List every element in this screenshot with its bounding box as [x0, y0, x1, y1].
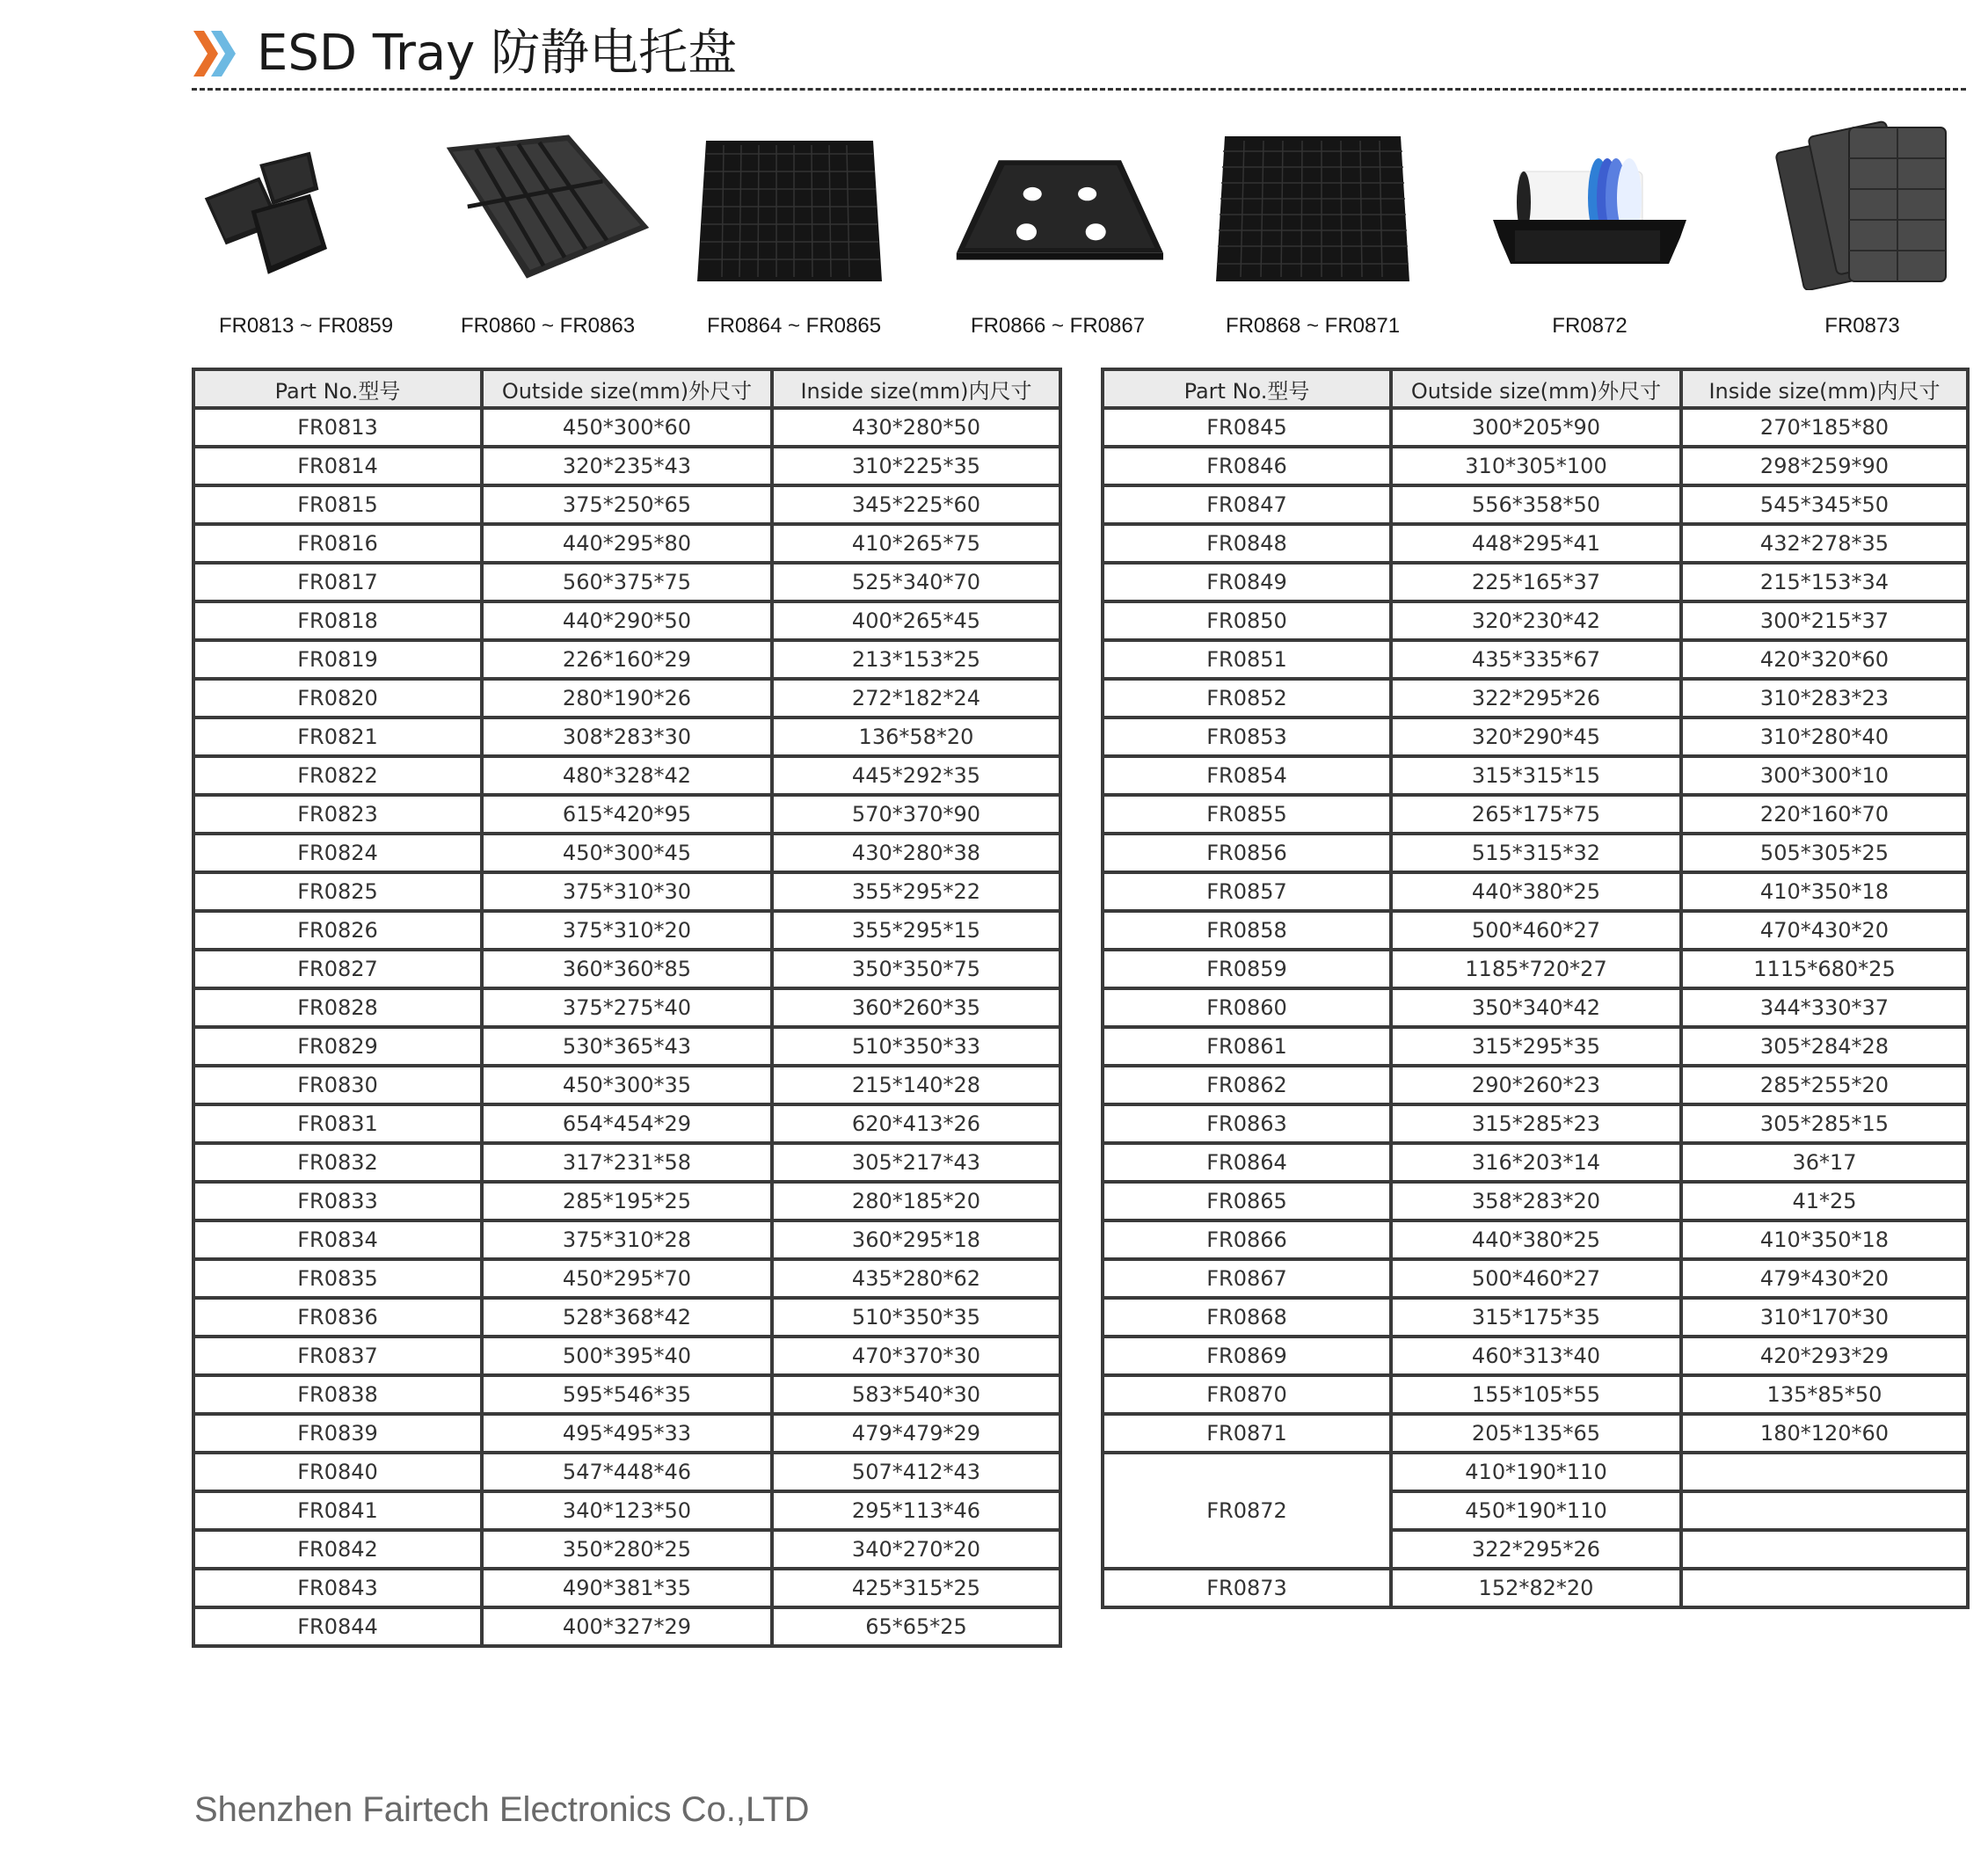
part-number-cell: FR0837 — [193, 1337, 482, 1375]
outside-size-cell: 310*305*100 — [1391, 447, 1681, 485]
table-row — [193, 1220, 1060, 1259]
table-row — [193, 911, 1060, 950]
part-number-cell: FR0839 — [193, 1414, 482, 1453]
page-header — [192, 19, 737, 88]
table-row — [193, 1143, 1060, 1182]
inside-size-cell — [1681, 1491, 1968, 1530]
title-divider — [192, 88, 1966, 91]
inside-size-cell: 505*305*25 — [1681, 834, 1968, 872]
table-row — [1103, 911, 1968, 950]
inside-size-cell: 620*413*26 — [772, 1104, 1060, 1143]
table-row — [193, 1298, 1060, 1337]
table-row — [193, 640, 1060, 679]
inside-size-cell: 305*284*28 — [1681, 1027, 1968, 1066]
inside-size-cell: 420*293*29 — [1681, 1337, 1968, 1375]
part-number-cell: FR0855 — [1103, 795, 1391, 834]
inside-size-cell: 583*540*30 — [772, 1375, 1060, 1414]
outside-size-cell: 435*335*67 — [1391, 640, 1681, 679]
part-number-cell: FR0847 — [1103, 485, 1391, 524]
outside-size-cell: 500*395*40 — [482, 1337, 772, 1375]
outside-size-cell: 316*203*14 — [1391, 1143, 1681, 1182]
spec-table-right — [1101, 368, 1970, 1609]
table-row — [1103, 1182, 1968, 1220]
inside-size-cell: 570*370*90 — [772, 795, 1060, 834]
product-caption: FR0868 ~ FR0871 — [1225, 314, 1401, 338]
outside-size-cell: 375*310*28 — [482, 1220, 772, 1259]
table-row — [1103, 950, 1968, 988]
inside-size-cell: 360*295*18 — [772, 1220, 1060, 1259]
part-number-cell: FR0841 — [193, 1491, 482, 1530]
outside-size-cell: 375*310*30 — [482, 872, 772, 911]
inside-size-cell: 470*370*30 — [772, 1337, 1060, 1375]
table-row — [193, 1607, 1060, 1646]
table-row — [1103, 447, 1968, 485]
part-number-cell: FR0823 — [193, 795, 482, 834]
product-caption: FR0872 — [1552, 314, 1628, 338]
inside-size-cell: 300*215*37 — [1681, 601, 1968, 640]
inside-size-cell: 180*120*60 — [1681, 1414, 1968, 1453]
outside-size-cell: 375*250*65 — [482, 485, 772, 524]
inside-size-cell: 215*153*34 — [1681, 563, 1968, 601]
outside-size-cell: 440*290*50 — [482, 601, 772, 640]
outside-size-cell: 290*260*23 — [1391, 1066, 1681, 1104]
outside-size-cell: 547*448*46 — [482, 1453, 772, 1491]
part-number-cell: FR0819 — [193, 640, 482, 679]
outside-size-cell: 360*360*85 — [482, 950, 772, 988]
inside-size-cell: 510*350*35 — [772, 1298, 1060, 1337]
inside-size-cell: 272*182*24 — [772, 679, 1060, 718]
outside-size-cell: 440*380*25 — [1391, 872, 1681, 911]
outside-size-cell: 320*290*45 — [1391, 718, 1681, 756]
part-number-cell: FR0866 — [1103, 1220, 1391, 1259]
inside-size-cell: 410*350*18 — [1681, 872, 1968, 911]
part-number-cell: FR0813 — [193, 408, 482, 447]
outside-size-cell: 450*190*110 — [1391, 1491, 1681, 1530]
table-row — [193, 872, 1060, 911]
outside-size-cell: 322*295*26 — [1391, 1530, 1681, 1569]
table-row — [193, 795, 1060, 834]
inside-size-cell: 479*479*29 — [772, 1414, 1060, 1453]
part-number-cell: FR0851 — [1103, 640, 1391, 679]
inside-size-cell: 36*17 — [1681, 1143, 1968, 1182]
inside-size-cell: 525*340*70 — [772, 563, 1060, 601]
product-gallery — [192, 110, 1977, 356]
inside-size-cell: 545*345*50 — [1681, 485, 1968, 524]
double-chevron-right-icon — [192, 29, 241, 78]
inside-size-cell: 340*270*20 — [772, 1530, 1060, 1569]
outside-size-cell: 450*300*60 — [482, 408, 772, 447]
outside-size-cell: 152*82*20 — [1391, 1569, 1681, 1607]
product-card — [943, 110, 1172, 356]
outside-size-cell: 317*231*58 — [482, 1143, 772, 1182]
table-row — [193, 1491, 1060, 1530]
column-header-inside-size: Inside size(mm)内尺寸 — [772, 369, 1060, 408]
outside-size-cell: 448*295*41 — [1391, 524, 1681, 563]
table-row — [193, 1182, 1060, 1220]
inside-size-cell: 310*170*30 — [1681, 1298, 1968, 1337]
inside-size-cell: 270*185*80 — [1681, 408, 1968, 447]
table-header-row — [1103, 369, 1968, 408]
part-number-cell: FR0843 — [193, 1569, 482, 1607]
table-row — [1103, 563, 1968, 601]
outside-size-cell: 450*295*70 — [482, 1259, 772, 1298]
inside-size-cell: 470*430*20 — [1681, 911, 1968, 950]
table-row — [1103, 718, 1968, 756]
inside-size-cell: 136*58*20 — [772, 718, 1060, 756]
outside-size-cell: 315*175*35 — [1391, 1298, 1681, 1337]
table-row — [1103, 988, 1968, 1027]
inside-size-cell: 345*225*60 — [772, 485, 1060, 524]
table-row — [1103, 408, 1968, 447]
table-row — [1103, 1414, 1968, 1453]
table-row — [193, 408, 1060, 447]
inside-size-cell — [1681, 1569, 1968, 1607]
outside-size-cell: 595*546*35 — [482, 1375, 772, 1414]
product-caption: FR0864 ~ FR0865 — [706, 314, 882, 338]
part-number-cell: FR0821 — [193, 718, 482, 756]
table-row — [193, 1569, 1060, 1607]
stacked-cell-trays-image — [1757, 110, 1968, 295]
inside-size-cell: 298*259*90 — [1681, 447, 1968, 485]
part-number-cell: FR0825 — [193, 872, 482, 911]
outside-size-cell: 450*300*45 — [482, 834, 772, 872]
product-card — [1484, 110, 1695, 356]
table-row — [193, 756, 1060, 795]
part-number-cell: FR0865 — [1103, 1182, 1391, 1220]
inside-size-cell: 285*255*20 — [1681, 1066, 1968, 1104]
grid-slot-tray-image — [688, 119, 899, 295]
outside-size-cell: 320*230*42 — [1391, 601, 1681, 640]
table-row — [193, 1066, 1060, 1104]
inside-size-cell: 432*278*35 — [1681, 524, 1968, 563]
outside-size-cell: 490*381*35 — [482, 1569, 772, 1607]
company-footer: Shenzhen Fairtech Electronics Co.,LTD — [194, 1790, 810, 1829]
inside-size-cell: 295*113*46 — [772, 1491, 1060, 1530]
outside-size-cell: 205*135*65 — [1391, 1414, 1681, 1453]
table-row — [193, 601, 1060, 640]
inside-size-cell: 435*280*62 — [772, 1259, 1060, 1298]
part-number-cell: FR0873 — [1103, 1569, 1391, 1607]
grid-slot-tray-large-image — [1207, 119, 1418, 295]
inside-size-cell: 355*295*22 — [772, 872, 1060, 911]
inside-size-cell: 300*300*10 — [1681, 756, 1968, 795]
table-row — [1103, 1453, 1968, 1491]
outside-size-cell: 615*420*95 — [482, 795, 772, 834]
outside-size-cell: 358*283*20 — [1391, 1182, 1681, 1220]
table-row — [193, 485, 1060, 524]
table-row — [1103, 1259, 1968, 1298]
inside-size-cell: 305*217*43 — [772, 1143, 1060, 1182]
inside-size-cell: 510*350*33 — [772, 1027, 1060, 1066]
outside-size-cell: 500*460*27 — [1391, 1259, 1681, 1298]
table-row — [193, 524, 1060, 563]
table-row — [1103, 1569, 1968, 1607]
table-row — [193, 834, 1060, 872]
table-row — [193, 1104, 1060, 1143]
table-row — [193, 447, 1060, 485]
table-row — [1103, 795, 1968, 834]
table-row — [193, 1259, 1060, 1298]
spec-table-left — [192, 368, 1062, 1648]
table-row — [193, 679, 1060, 718]
outside-size-cell: 280*190*26 — [482, 679, 772, 718]
table-row — [1103, 601, 1968, 640]
table-row — [193, 950, 1060, 988]
outside-size-cell: 322*295*26 — [1391, 679, 1681, 718]
column-header-outside-size: Outside size(mm)外尺寸 — [1391, 369, 1681, 408]
part-number-cell: FR0860 — [1103, 988, 1391, 1027]
column-header-part-no: Part No.型号 — [193, 369, 482, 408]
table-row — [1103, 524, 1968, 563]
divided-compartment-tray-image — [442, 119, 653, 295]
part-number-cell: FR0836 — [193, 1298, 482, 1337]
inside-size-cell: 410*350*18 — [1681, 1220, 1968, 1259]
table-row — [193, 1414, 1060, 1453]
product-card — [1757, 110, 1968, 356]
part-number-cell: FR0869 — [1103, 1337, 1391, 1375]
outside-size-cell: 556*358*50 — [1391, 485, 1681, 524]
outside-size-cell: 226*160*29 — [482, 640, 772, 679]
outside-size-cell: 375*310*20 — [482, 911, 772, 950]
outside-size-cell: 450*300*35 — [482, 1066, 772, 1104]
table-header-row — [193, 369, 1060, 408]
table-row — [193, 1375, 1060, 1414]
outside-size-cell: 350*280*25 — [482, 1530, 772, 1569]
outside-size-cell: 300*205*90 — [1391, 408, 1681, 447]
wafer-reel-rack-image — [1484, 119, 1695, 295]
inside-size-cell: 65*65*25 — [772, 1607, 1060, 1646]
part-number-cell: FR0846 — [1103, 447, 1391, 485]
table-row — [193, 988, 1060, 1027]
part-number-cell: FR0854 — [1103, 756, 1391, 795]
inside-size-cell: 213*153*25 — [772, 640, 1060, 679]
inside-size-cell: 410*265*75 — [772, 524, 1060, 563]
table-row — [1103, 679, 1968, 718]
table-row — [1103, 1104, 1968, 1143]
table-row — [1103, 485, 1968, 524]
outside-size-cell: 400*327*29 — [482, 1607, 772, 1646]
column-header-part-no: Part No.型号 — [1103, 369, 1391, 408]
product-caption: FR0860 ~ FR0863 — [460, 314, 636, 338]
inside-size-cell: 400*265*45 — [772, 601, 1060, 640]
product-card — [1198, 110, 1427, 356]
outside-size-cell: 375*275*40 — [482, 988, 772, 1027]
part-number-cell: FR0830 — [193, 1066, 482, 1104]
part-number-cell: FR0835 — [193, 1259, 482, 1298]
part-number-cell: FR0861 — [1103, 1027, 1391, 1066]
part-number-cell: FR0832 — [193, 1143, 482, 1182]
part-number-cell: FR0822 — [193, 756, 482, 795]
inside-size-cell: 220*160*70 — [1681, 795, 1968, 834]
outside-size-cell: 560*375*75 — [482, 563, 772, 601]
product-caption: FR0873 — [1824, 314, 1900, 338]
outside-size-cell: 285*195*25 — [482, 1182, 772, 1220]
part-number-cell: FR0840 — [193, 1453, 482, 1491]
part-number-cell: FR0856 — [1103, 834, 1391, 872]
table-row — [193, 1337, 1060, 1375]
part-number-cell: FR0834 — [193, 1220, 482, 1259]
outside-size-cell: 440*380*25 — [1391, 1220, 1681, 1259]
part-number-cell: FR0845 — [1103, 408, 1391, 447]
inside-size-cell: 310*280*40 — [1681, 718, 1968, 756]
part-number-cell: FR0859 — [1103, 950, 1391, 988]
part-number-cell: FR0867 — [1103, 1259, 1391, 1298]
table-row — [193, 718, 1060, 756]
table-row — [1103, 1337, 1968, 1375]
part-number-cell: FR0848 — [1103, 524, 1391, 563]
inside-size-cell: 280*185*20 — [772, 1182, 1060, 1220]
part-number-cell: FR0864 — [1103, 1143, 1391, 1182]
product-caption: FR0866 ~ FR0867 — [970, 314, 1146, 338]
table-row — [1103, 1298, 1968, 1337]
table-row — [193, 1027, 1060, 1066]
outside-size-cell: 225*165*37 — [1391, 563, 1681, 601]
outside-size-cell: 654*454*29 — [482, 1104, 772, 1143]
inside-size-cell: 1115*680*25 — [1681, 950, 1968, 988]
part-number-cell: FR0870 — [1103, 1375, 1391, 1414]
inside-size-cell: 430*280*38 — [772, 834, 1060, 872]
table-row — [1103, 640, 1968, 679]
part-number-cell: FR0818 — [193, 601, 482, 640]
outside-size-cell: 480*328*42 — [482, 756, 772, 795]
part-number-cell: FR0831 — [193, 1104, 482, 1143]
outside-size-cell: 315*295*35 — [1391, 1027, 1681, 1066]
part-number-cell: FR0850 — [1103, 601, 1391, 640]
outside-size-cell: 340*123*50 — [482, 1491, 772, 1530]
part-number-cell: FR0828 — [193, 988, 482, 1027]
column-header-inside-size: Inside size(mm)内尺寸 — [1681, 369, 1968, 408]
product-card — [429, 110, 666, 356]
flat-tray-with-holes-image — [952, 119, 1163, 295]
part-number-cell: FR0842 — [193, 1530, 482, 1569]
inside-size-cell: 305*285*15 — [1681, 1104, 1968, 1143]
table-row — [1103, 756, 1968, 795]
table-row — [193, 1453, 1060, 1491]
inside-size-cell: 135*85*50 — [1681, 1375, 1968, 1414]
table-row — [193, 1530, 1060, 1569]
part-number-cell: FR0829 — [193, 1027, 482, 1066]
inside-size-cell: 310*283*23 — [1681, 679, 1968, 718]
outside-size-cell: 308*283*30 — [482, 718, 772, 756]
inside-size-cell: 507*412*43 — [772, 1453, 1060, 1491]
product-card — [187, 110, 425, 356]
column-header-outside-size: Outside size(mm)外尺寸 — [482, 369, 772, 408]
inside-size-cell: 479*430*20 — [1681, 1259, 1968, 1298]
part-number-cell: FR0824 — [193, 834, 482, 872]
outside-size-cell: 155*105*55 — [1391, 1375, 1681, 1414]
table-row — [1103, 1066, 1968, 1104]
part-number-cell: FR0849 — [1103, 563, 1391, 601]
inside-size-cell: 425*315*25 — [772, 1569, 1060, 1607]
part-number-cell: FR0844 — [193, 1607, 482, 1646]
inside-size-cell: 430*280*50 — [772, 408, 1060, 447]
part-number-cell: FR0853 — [1103, 718, 1391, 756]
inside-size-cell — [1681, 1530, 1968, 1569]
table-row — [1103, 1220, 1968, 1259]
inside-size-cell: 215*140*28 — [772, 1066, 1060, 1104]
table-row — [1103, 1375, 1968, 1414]
part-number-cell: FR0833 — [193, 1182, 482, 1220]
inside-size-cell: 310*225*35 — [772, 447, 1060, 485]
stacked-black-trays-image — [200, 119, 411, 295]
table-row — [193, 563, 1060, 601]
part-number-cell: FR0838 — [193, 1375, 482, 1414]
part-number-cell: FR0820 — [193, 679, 482, 718]
outside-size-cell: 500*460*27 — [1391, 911, 1681, 950]
outside-size-cell: 265*175*75 — [1391, 795, 1681, 834]
outside-size-cell: 350*340*42 — [1391, 988, 1681, 1027]
part-number-cell: FR0817 — [193, 563, 482, 601]
outside-size-cell: 495*495*33 — [482, 1414, 772, 1453]
outside-size-cell: 320*235*43 — [482, 447, 772, 485]
part-number-cell: FR0868 — [1103, 1298, 1391, 1337]
part-number-cell: FR0857 — [1103, 872, 1391, 911]
outside-size-cell: 440*295*80 — [482, 524, 772, 563]
outside-size-cell: 315*285*23 — [1391, 1104, 1681, 1143]
part-number-cell: FR0816 — [193, 524, 482, 563]
part-number-cell: FR0814 — [193, 447, 482, 485]
part-number-cell: FR0858 — [1103, 911, 1391, 950]
inside-size-cell: 41*25 — [1681, 1182, 1968, 1220]
outside-size-cell: 530*365*43 — [482, 1027, 772, 1066]
inside-size-cell: 344*330*37 — [1681, 988, 1968, 1027]
part-number-cell: FR0872 — [1103, 1453, 1391, 1569]
part-number-cell: FR0815 — [193, 485, 482, 524]
part-number-cell: FR0862 — [1103, 1066, 1391, 1104]
outside-size-cell: 528*368*42 — [482, 1298, 772, 1337]
product-card — [684, 110, 904, 356]
table-row — [1103, 1143, 1968, 1182]
inside-size-cell: 360*260*35 — [772, 988, 1060, 1027]
inside-size-cell: 445*292*35 — [772, 756, 1060, 795]
outside-size-cell: 315*315*15 — [1391, 756, 1681, 795]
table-row — [1103, 834, 1968, 872]
table-row — [1103, 872, 1968, 911]
part-number-cell: FR0852 — [1103, 679, 1391, 718]
inside-size-cell: 420*320*60 — [1681, 640, 1968, 679]
page-title: ESD Tray 防静电托盘 — [257, 25, 738, 82]
part-number-cell: FR0871 — [1103, 1414, 1391, 1453]
outside-size-cell: 460*313*40 — [1391, 1337, 1681, 1375]
outside-size-cell: 410*190*110 — [1391, 1453, 1681, 1491]
part-number-cell: FR0827 — [193, 950, 482, 988]
inside-size-cell: 355*295*15 — [772, 911, 1060, 950]
part-number-cell: FR0826 — [193, 911, 482, 950]
inside-size-cell — [1681, 1453, 1968, 1491]
product-caption: FR0813 ~ FR0859 — [218, 314, 394, 338]
outside-size-cell: 1185*720*27 — [1391, 950, 1681, 988]
part-number-cell: FR0863 — [1103, 1104, 1391, 1143]
table-row — [1103, 1027, 1968, 1066]
inside-size-cell: 350*350*75 — [772, 950, 1060, 988]
outside-size-cell: 515*315*32 — [1391, 834, 1681, 872]
